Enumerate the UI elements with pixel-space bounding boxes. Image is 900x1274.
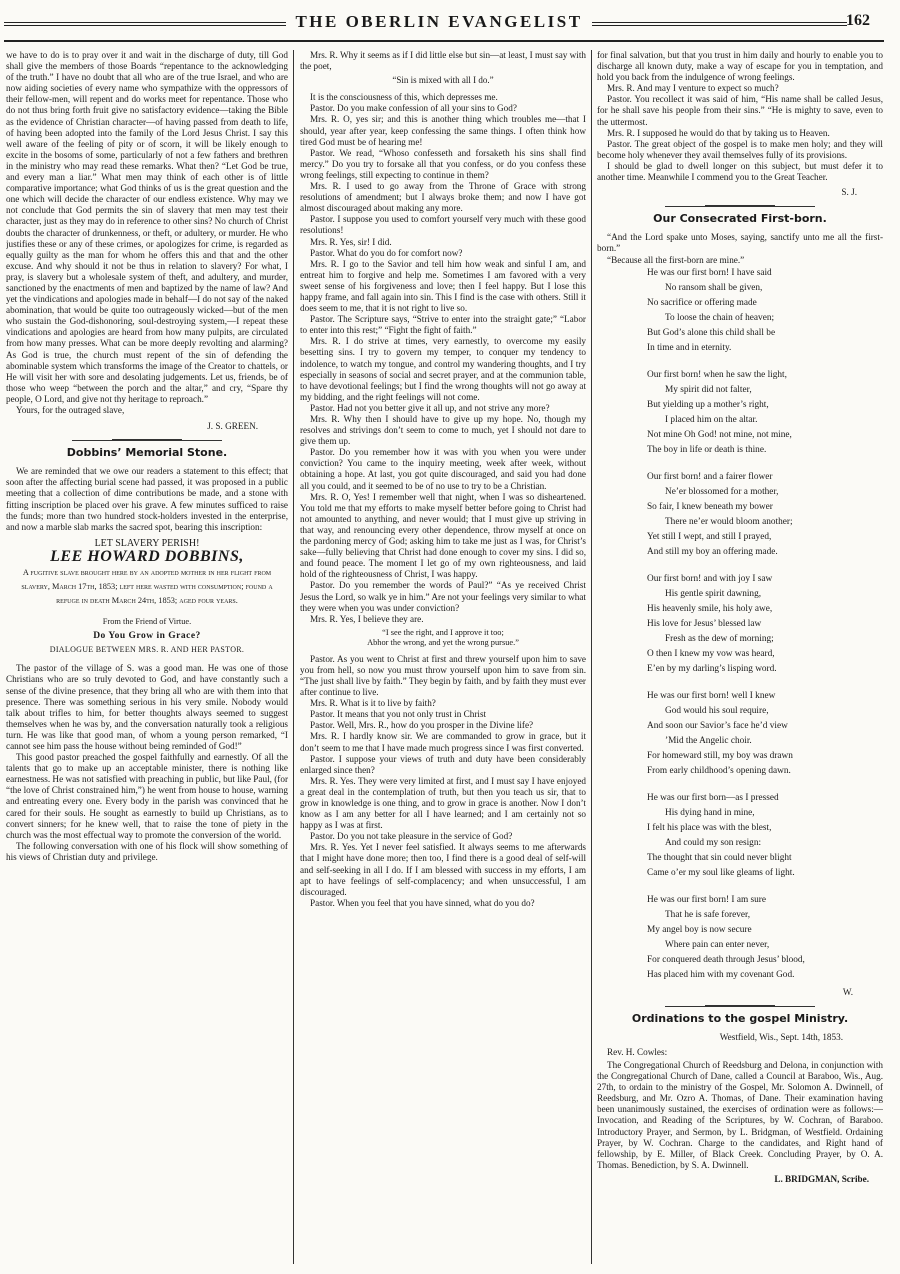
poem-line: Yet still I wept, and still I prayed, [647, 531, 772, 542]
poem-line: He was our first born! I have said [647, 267, 772, 278]
dialogue-line: Pastor. I suppose you used to comfort yourself very much with these good resolutions! [300, 214, 586, 236]
poem-line: ’Mid the Angelic choir. [665, 735, 752, 746]
poem-signature: W. [842, 986, 853, 997]
dialogue-line: Pastor. The great object of the gospel is to make men holy; and they will become holy whenever they avail themselves fully of its provisions. [597, 138, 883, 160]
dialogue-line: Mrs. R. Yes, sir! I did. [310, 236, 392, 247]
dialogue-line: Pastor. Do you remember the words of Paul?” “As ye received Christ Jesus the Lord, so walk ye in him.” Are not your feelings very similar to what they were when you was under conviction? [300, 580, 586, 613]
column-divider [591, 50, 592, 1264]
poem-line: He was our first born—as I pressed [647, 792, 779, 803]
dialogue-line: Mrs. R. I go to the Savior and tell him how weak and sinful I am, and entreat him to forgive and help me. Sometimes I am favored with a very sweet sense of his forgiveness and love; then I feel happy. But I lose this happy frame, and fall again into sin. This I find is the case with others. Still it does seem to me, that it is not right to live so. [300, 258, 586, 314]
dialogue-line: Pastor. We read, “Whoso confesseth and forsaketh his sins shall find mercy.” Do you try to forsake all that you confess, or do you confess these wrong feelings, still expecting to continue in them? [300, 147, 586, 180]
poem-line: And still my boy an offering made. [647, 546, 778, 557]
poem-line: That he is safe forever, [665, 909, 751, 920]
poem-stanza [647, 368, 883, 458]
letter-closing: Yours, for the outraged slave, [16, 405, 125, 415]
dialogue-line: Mrs. R. What is it to live by faith? [310, 698, 436, 709]
dialogue-line: Pastor. Well, Mrs. R., how do you prosper in the Divine life? [310, 720, 534, 731]
firstborn-heading: Our Consecrated First-born. [653, 212, 827, 226]
dialogue-line: Pastor. Do you not take pleasure in the service of God? [310, 831, 513, 842]
poem-line: To loose the chain of heaven; [665, 312, 775, 323]
dialogue-line: Pastor. You recollect it was said of him, “His name shall be called Jesus, for he shall save his people from their sins.” “He is mighty to save, even to the uttermost. [597, 94, 883, 127]
poem-stanza [647, 572, 883, 677]
section-separator [705, 1005, 775, 1007]
dialogue-line: Pastor. The Scripture says, “Strive to enter into the straight gate;” “Labor to enter into this rest;” “Fight the fight of faith.” [300, 314, 586, 336]
poem-line: The boy in life or death is thine. [647, 444, 767, 455]
inscription-text: A fugitive slave brought here by an adopted mother in her flight from slavery, March 17th, 1853; left here wasted with consumption; found a refuge in death March 24th, 1853; aged four years. [21, 568, 273, 606]
dialogue-line: Mrs. R. I used to go away from the Throne of Grace with strong resolutions of amendment; but I always broke them; and now I have got almost discouraged about making any more. [300, 181, 586, 214]
dialogue-line: I should be glad to dwell longer on this subject, but must defer it to another time. Meanwhile I commend you to the Great Teacher. [597, 160, 883, 183]
epigraph: “And the Lord spake unto Moses, saying, sanctify unto me all the first-born.” [597, 232, 883, 254]
addressee: Rev. H. Cowles: [607, 1046, 668, 1057]
grow-paragraph: The following conversation with one of his flock will show something of his views of Christian duty and privilege. [6, 840, 288, 862]
dialogue-line: Pastor. It means that you not only trust in Christ [310, 709, 487, 720]
column-1 [6, 50, 288, 1268]
masthead-underline [4, 40, 884, 42]
grow-heading: Do You Grow in Grace? [93, 631, 201, 642]
poem-line: For conquered death through Jesus’ blood, [647, 954, 805, 965]
poem-line: He was our first born! I am sure [647, 894, 767, 905]
masthead-rule-left [4, 22, 286, 26]
couplet-line-2: Abhor the wrong, and yet the wrong pursue.” [367, 637, 519, 647]
section-separator [112, 439, 182, 441]
poem-line: Fresh as the dew of morning; [665, 633, 774, 644]
grow-paragraph: The pastor of the village of S. was a good man. He was one of those Christians who are so truly devoted to God, and have constantly such a sense of the divine presence, that they bring all who are with them into that presence. There was something serious in his very smile. Nobody would talk about trifles to him, for better thoughts always seemed to suggest themselves when he was by, and the conversation naturally took a religious turn. He was like that good man, of whom a young person remarked, “I cannot see him pass the house without being reminded of God!” [6, 663, 288, 751]
dialogue-line: Pastor. Had not you better give it all up, and not strive any more? [310, 402, 550, 413]
poem-stanza [647, 689, 883, 779]
ordinations-signature: L. BRIDGMAN, Scribe. [774, 1173, 869, 1184]
poem-quote: “Sin is mixed with all I do.” [392, 75, 494, 86]
dobbins-heading: Dobbins’ Memorial Stone. [66, 446, 228, 460]
poem-line: Not mine Oh God! not mine, not mine, [647, 429, 792, 440]
poem-line: No ransom shall be given, [665, 282, 763, 293]
poem-line: From early childhood’s opening dawn. [647, 765, 791, 776]
source-credit: From the Friend of Virtue. [102, 617, 192, 627]
dialogue-line: Pastor. What do you do for comfort now? [310, 247, 463, 258]
dialogue-line: Mrs. R. Yes. Yet I never feel satisfied. It always seems to me afterwards that I might have done more; then too, I find there is a good deal of self-will and self-seeking in all I do. If I am blessed with success in my efforts, I am apt to have feelings of self-complacency; and when unsuccessful, I am discouraged. [300, 842, 586, 897]
poem-line: No sacrifice or offering made [647, 297, 757, 308]
dialogue-line: Mrs. R. I do strive at times, very earnestly, to overcome my easily besetting sins. I try to govern my temper, to conquer my tendency to indolence, to watch my tongue, and control my wandering thoughts, and I try especially in seasons of social and secret prayer, and at the communion table, to have devotional feelings; but I find the wrong thoughts will not go away at my bidding, and the right feelings will not come. [300, 336, 586, 402]
column-2 [300, 50, 586, 1268]
poem-line: And soon our Savior’s face he’d view [647, 720, 788, 731]
section-separator [705, 205, 775, 207]
dialogue-line: Mrs. R. Yes. They were very limited at first, and I must say I have enjoyed a great deal in the contemplation of truth, but then you teach us sir, that to grow in knowledge is one thing, and to grow in grace is another. Now I don’t know as I am any better for all I have learned; and I am certainly not so happy as I was at first. [300, 775, 586, 831]
dialogue-signature: S. J. [841, 187, 857, 198]
poem-line: Where pain can enter never, [665, 939, 770, 950]
poem-line: I placed him on the altar. [665, 414, 758, 425]
epigraph: “Because all the first-born are mine.” [607, 254, 745, 265]
poem-line: His heavenly smile, his holy awe, [647, 603, 773, 614]
poem-line: But yielding up a mother’s right, [647, 399, 769, 410]
poem-line: My angel boy is now secure [647, 924, 752, 935]
dateline: Westfield, Wis., Sept. 14th, 1853. [719, 1031, 843, 1042]
dialogue-line: Mrs. R. I supposed he would do that by taking us to Heaven. [607, 127, 830, 138]
ordinations-heading: Ordinations to the gospel Ministry. [631, 1011, 849, 1025]
couplet-line-1: “I see the right, and I approve it too; [382, 627, 504, 637]
dialogue-line: Mrs. R. Why it seems as if I did little else but sin—at least, I must say with the poet, [300, 50, 586, 72]
dialogue-line: Pastor. Do you make confession of all your sins to God? [310, 103, 517, 114]
poem-line: And could my son resign: [665, 837, 762, 848]
dobbins-paragraph: We are reminded that we owe our readers a statement to this effect; that soon after the affecting burial scene had passed, it was proposed in a public meeting that a collection of dime contributions be made, and a stone with fitting inscription be placed over his grave. A few minutes sufficed to raise the funds; more than two hundred stock-holders invested in the enterprise, and now a marble slab marks the sacred spot, bearing this inscription: [6, 466, 288, 532]
poem-line: Our first born! and with joy I saw [647, 573, 773, 584]
dialogue-line: Mrs. R. Why then I should have to give up my hope. No, though my resolves and strivings don’t seem to come to much, yet I should not dare to give them up. [300, 414, 586, 447]
poem-line: Ne’er blossomed for a mother, [665, 486, 779, 497]
grow-paragraph: This good pastor preached the gospel faithfully and earnestly. Of all the talents that go to make up an acceptable minister, there is nothing like earnestness. He was not satisfied with preaching in public, but like Paul, (for “the love of Christ constrained him,”) he went from house to house, warning and entreating every one. Every body in the parish was convinced that he cared for their souls. He sought as earnestly to build up Christians, as to convert sinners; for he knew well, that to raise the tone of piety in the church was the most effectual way to promote the conversion of the world. [6, 752, 288, 840]
poem-line: In time and in eternity. [647, 342, 732, 353]
poem-line: Came o’er my soul like gleams of light. [647, 867, 795, 878]
dialogue-line: Pastor. As you went to Christ at first and threw yourself upon him to save you from hell, so now you must throw yourself upon him to save from sin. “The just shall live by faith.” They begin by faith, and by faith they must ever after continue to live. [300, 653, 586, 698]
couplet-quote [300, 628, 586, 648]
column-divider [293, 50, 294, 1264]
poem-line: There ne’er would bloom another; [665, 516, 793, 527]
dialogue-line: Mrs. R. O, Yes! I remember well that night, when I was so disheartened. You told me that my efforts to make myself better before going to Christ had not amounted to anything, and never would; that I must give up striving in that way, and renouncing every other dependence, throw myself at once on the pardoning mercy of God; asking him to take me just as I was, for Christ’s sake—fully believing that Christ had done enough to cover my sins. I did so, and found peace. The moment I let go of my own righteousness, and laid hold of the righteousness of Christ, I was happy. [300, 491, 586, 580]
dialogue-line: Pastor. I suppose your views of truth and duty have been considerably enlarged since then? [300, 753, 586, 775]
poem-line: O then I knew my vow was heard, [647, 648, 775, 659]
inscription-line-1: LET SLAVERY PERISH! [94, 537, 200, 549]
dialogue-line: Mrs. R. Yes, I believe they are. [310, 613, 424, 624]
ordinations-paragraph: The Congregational Church of Reedsburg and Delona, in conjunction with the Congregational Church of Dane, called a Council at Baraboo, Wis., Aug. 27th, to ordain to the ministry of the Gospel, Mr. Solomon A. Dwinnell, of Reedsburg, and Mr. Ozro A. Thomas, of Dane. Their examination having been unanimously sustained, the exercises of ordination were as follows:—Invocation, and Reading of the Scriptures, by W. Cochran, of Baraboo. Introductory Prayer, and Sermon, by L. Bridgman, of Westfield. Ordaining Prayer, by W. Cochran. Charge to the candidates, and Right hand of fellowship, by E. Miller, of Black Creek. Concluding Prayer, by O. A. Thomas. Benediction, by S. A. Dwinnell. [597, 1059, 883, 1170]
dialogue-line: Mrs. R. I hardly know sir. We are commanded to grow in grace, but it don’t seem to me that I have made much progress since I was first converted. [300, 731, 586, 753]
poem-line: He was our first born! well I knew [647, 690, 776, 701]
poem-line: His gentle spirit dawning, [665, 588, 762, 599]
poem-line: I felt his place was with the blest, [647, 822, 772, 833]
dialogue-line: Pastor. Do you remember how it was with you when you were under conviction? You came to the inquiry meeting, week after week, without obtaining a hope. At last, you got quite discouraged, and said you had done all you could, and it seemed to be of no use to try to be a Christian. [300, 447, 586, 491]
dialogue-line: Mrs. R. O, yes sir; and this is another thing which troubles me—that I should, year after year, keep confessing the same things. I often think how tired God must be of hearing me! [300, 114, 586, 147]
page-number: 162 [846, 12, 870, 29]
masthead-rule-right [592, 22, 847, 26]
masthead [4, 8, 894, 48]
poem-line: For homeward still, my boy was drawn [647, 750, 793, 761]
dialogue-line: Mrs. R. And may I venture to expect so much? [607, 83, 779, 94]
poem-line: Our first born! when he saw the light, [647, 369, 787, 380]
letter-signature: J. S. GREEN. [207, 421, 258, 432]
poem-line: Has placed him with my covenant God. [647, 969, 795, 980]
poem-line: My spirit did not falter, [665, 384, 752, 395]
poem-line: God would his soul require, [665, 705, 769, 716]
letter-paragraph: we have to do is to pray over it and wait in the discharge of duty, till God shall give the members of those Boards “repentance to the acknowledging of the truth.” I have no doubt that all who are of the true Israel, and who are now aiding societies of every name who sympathize with the oppressors of their fellow-men, will repent and do works meet for repentance. Those who do not thus bring forth fruit give no satisfactory evidence—taking the Bible as the evidence of Christian character—of having passed from death to life, of having been adopted into the family of the Lord Jesus Christ. I say this well aware of the feeling of pity or of scorn, it will be likely enough to excite in the bosoms of some, particularly of not a few fathers and brethren in the ministry who may read these remarks. What then? “Let God be true, and every man a liar.” What men may think of each other is of little comparative importance; what God thinks of us is the great question and the one which will decide the character of our endless existence. Why may we not conclude that God permits the sin of slavery that men may test their character, just as they may do in reference to other sins? No church of Christ doubts the character of drunkenness, or theft, or adultery, or murder. He who justifies these or any of these crimes, or apologizes for crime, is regarded as equally guilty as the man for whom he offers this and that and the other excuse. And why should it not be thus in relation to slavery? For what, I pray, is slavery but a wholesale system of theft, and adultery, and murder, sanctioned by the enactments of men and baptized by the name of law? And yet the vindications and apologies made in behalf—I do not say of the naked abomination, that would be quite too outrageously wicked—but of the men who sustain the God-dishonoring, soul-destroying system,—I repeat these vindications and apologies are heard from how many pulpits, are circulated from how many presses. What can be more deeply revolting and alarming? As God is true, the church must repent of the sin of defending the abominable system which transforms the image of the Creator to chattels, or He will visit her with sore and desolating judgements. Let us, friends, be of those who weep “between the porch and the altar,” and cry, “Spare thy people, O Lord, and give not thy heritage to reproach.” [6, 50, 288, 404]
poem-stanza [647, 266, 883, 356]
poem-line: Our first born! and a fairer flower [647, 471, 773, 482]
column-3 [597, 50, 883, 1268]
poem-line: His dying hand in mine, [665, 807, 755, 818]
poem-line: The thought that sin could never blight [647, 852, 792, 863]
poem-line: But God’s alone this child shall be [647, 327, 776, 338]
newspaper-title: THE OBERLIN EVANGELIST [295, 12, 583, 31]
poem-stanza [647, 470, 883, 560]
poem-line: His love for Jesus’ blessed law [647, 618, 762, 629]
poem-stanza [647, 791, 883, 881]
poem-stanza [647, 893, 883, 983]
dialogue-line: for final salvation, but that you trust in him daily and hourly to enable you to discharge all known duty, make a way of escape for you in temptation, and hold you back from the indulgence of wrong feelings. [597, 50, 883, 83]
inscription-name: LEE HOWARD DOBBINS, [50, 547, 244, 565]
dialogue-line: Pastor. When you feel that you have sinned, what do you do? [310, 897, 535, 908]
grow-subheading: DIALOGUE BETWEEN MRS. R. AND HER PASTOR. [49, 645, 245, 655]
dialogue-line: It is the consciousness of this, which depresses me. [310, 92, 498, 103]
poem-line: So fair, I knew beneath my bower [647, 501, 773, 512]
poem-line: E’en by my darling’s lisping word. [647, 663, 777, 674]
